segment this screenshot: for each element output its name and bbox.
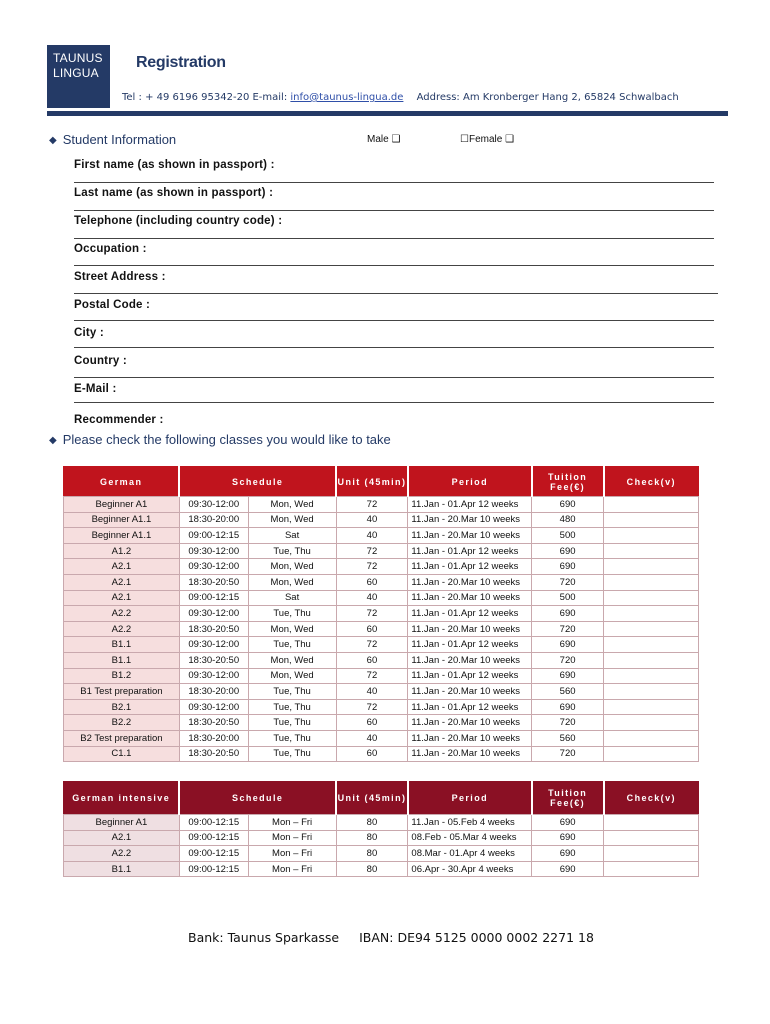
time-cell: 09:30-12:00 <box>179 559 248 575</box>
table-row <box>64 730 699 746</box>
header-german-intensive: German intensive <box>64 782 180 815</box>
days-cell: Mon, Wed <box>248 652 336 668</box>
fee-cell: 690 <box>532 699 604 715</box>
last-name-line[interactable] <box>74 210 714 211</box>
table-row <box>64 830 699 846</box>
days-cell: Mon, Wed <box>248 559 336 575</box>
fee-cell: 690 <box>532 606 604 622</box>
check-cell[interactable] <box>604 699 699 715</box>
postal-code-label: Postal Code : <box>74 299 151 311</box>
unit-cell: 40 <box>336 730 408 746</box>
course-cell: B2.1 <box>64 699 180 715</box>
header-divider <box>47 111 728 116</box>
fee-cell: 720 <box>532 715 604 731</box>
unit-cell: 40 <box>336 512 408 528</box>
fee-cell: 690 <box>532 846 604 862</box>
german-classes-table <box>63 466 699 762</box>
logo-line-1: TAUNUS <box>53 51 103 65</box>
days-cell: Tue, Thu <box>248 684 336 700</box>
time-cell: 18:30-20:00 <box>179 512 248 528</box>
course-cell: A2.1 <box>64 559 180 575</box>
time-cell: 09:30-12:00 <box>179 606 248 622</box>
table-row <box>64 715 699 731</box>
unit-cell: 60 <box>336 652 408 668</box>
fee-cell: 690 <box>532 559 604 575</box>
check-cell[interactable] <box>604 815 699 831</box>
unit-cell: 60 <box>336 746 408 762</box>
days-cell: Mon, Wed <box>248 497 336 513</box>
course-cell: Beginner A1 <box>64 497 180 513</box>
check-cell[interactable] <box>604 497 699 513</box>
time-cell: 09:30-12:00 <box>179 637 248 653</box>
course-cell: B2 Test preparation <box>64 730 180 746</box>
time-cell: 18:30-20:50 <box>179 621 248 637</box>
table-row <box>64 606 699 622</box>
telephone-line[interactable] <box>74 238 714 239</box>
period-cell: 11.Jan - 05.Feb 4 weeks <box>408 815 532 831</box>
check-cell[interactable] <box>604 830 699 846</box>
header-tuition-fee: Tuition Fee(€) <box>532 467 604 497</box>
fee-cell: 560 <box>532 730 604 746</box>
check-cell[interactable] <box>604 590 699 606</box>
unit-cell: 80 <box>336 861 408 877</box>
period-cell: 11.Jan - 01.Apr 12 weeks <box>408 559 532 575</box>
female-checkbox[interactable]: ☐Female ❑ <box>460 134 515 145</box>
unit-cell: 60 <box>336 715 408 731</box>
table-row <box>64 699 699 715</box>
classes-heading <box>49 432 391 447</box>
period-cell: 11.Jan - 01.Apr 12 weeks <box>408 668 532 684</box>
contact-line <box>122 92 679 103</box>
fee-cell: 720 <box>532 574 604 590</box>
period-cell: 11.Jan - 01.Apr 12 weeks <box>408 699 532 715</box>
time-cell: 09:30-12:00 <box>179 543 248 559</box>
check-cell[interactable] <box>604 574 699 590</box>
period-cell: 11.Jan - 01.Apr 12 weeks <box>408 497 532 513</box>
country-label: Country : <box>74 355 127 367</box>
days-cell: Mon – Fri <box>248 861 336 877</box>
period-cell: 11.Jan - 20.Mar 10 weeks <box>408 528 532 544</box>
fee-cell: 690 <box>532 815 604 831</box>
course-cell: A2.1 <box>64 830 180 846</box>
check-cell[interactable] <box>604 715 699 731</box>
period-cell: 11.Jan - 20.Mar 10 weeks <box>408 684 532 700</box>
header-check: Check(v) <box>604 782 699 815</box>
check-cell[interactable] <box>604 512 699 528</box>
days-cell: Mon – Fri <box>248 830 336 846</box>
period-cell: 11.Jan - 01.Apr 12 weeks <box>408 543 532 559</box>
period-cell: 11.Jan - 20.Mar 10 weeks <box>408 590 532 606</box>
table-row <box>64 746 699 762</box>
header-schedule: Schedule <box>179 467 336 497</box>
days-cell: Tue, Thu <box>248 606 336 622</box>
fee-cell: 690 <box>532 830 604 846</box>
logo-line-2: LINGUA <box>53 66 99 80</box>
days-cell: Sat <box>248 590 336 606</box>
unit-cell: 72 <box>336 559 408 575</box>
course-cell: A1.2 <box>64 543 180 559</box>
check-cell[interactable] <box>604 543 699 559</box>
classes-title: Please check the following classes you would like to take <box>62 432 391 447</box>
table-row <box>64 590 699 606</box>
table-row <box>64 543 699 559</box>
course-cell: A2.2 <box>64 606 180 622</box>
course-cell: Beginner A1.1 <box>64 528 180 544</box>
days-cell: Mon, Wed <box>248 668 336 684</box>
days-cell: Tue, Thu <box>248 637 336 653</box>
header-check: Check(v) <box>604 467 699 497</box>
address-text: Address: Am Kronberger Hang 2, 65824 Schwalbach <box>416 92 679 103</box>
course-cell: A2.1 <box>64 574 180 590</box>
header-schedule: Schedule <box>179 782 336 815</box>
fee-cell: 720 <box>532 652 604 668</box>
unit-cell: 72 <box>336 543 408 559</box>
days-cell: Mon, Wed <box>248 621 336 637</box>
period-cell: 08.Mar - 01.Apr 4 weeks <box>408 846 532 862</box>
course-cell: A2.2 <box>64 846 180 862</box>
fee-cell: 690 <box>532 668 604 684</box>
time-cell: 09:00-12:15 <box>179 861 248 877</box>
male-checkbox[interactable]: Male ❑ <box>367 134 401 145</box>
table-row <box>64 497 699 513</box>
student-information-heading <box>49 132 176 147</box>
page-title: Registration <box>136 54 226 71</box>
table-header-row <box>64 467 699 497</box>
fee-cell: 500 <box>532 528 604 544</box>
header-period: Period <box>408 782 532 815</box>
table-row <box>64 528 699 544</box>
check-cell[interactable] <box>604 861 699 877</box>
unit-cell: 80 <box>336 830 408 846</box>
telephone-label: Telephone (including country code) : <box>74 215 283 227</box>
check-cell[interactable] <box>604 528 699 544</box>
period-cell: 11.Jan - 20.Mar 10 weeks <box>408 730 532 746</box>
german-intensive-table <box>63 781 699 877</box>
time-cell: 09:30-12:00 <box>179 668 248 684</box>
student-information-title: Student Information <box>62 132 177 147</box>
period-cell: 06.Apr - 30.Apr 4 weeks <box>408 861 532 877</box>
period-cell: 08.Feb - 05.Mar 4 weeks <box>408 830 532 846</box>
diamond-bullet-icon: ◆ <box>49 135 57 146</box>
unit-cell: 72 <box>336 637 408 653</box>
days-cell: Sat <box>248 528 336 544</box>
days-cell: Tue, Thu <box>248 730 336 746</box>
bank-name: Bank: Taunus Sparkasse <box>188 930 340 945</box>
course-cell: A2.2 <box>64 621 180 637</box>
last-name-label: Last name (as shown in passport) : <box>74 187 274 199</box>
occupation-label: Occupation : <box>74 243 147 255</box>
check-cell[interactable] <box>604 668 699 684</box>
period-cell: 11.Jan - 20.Mar 10 weeks <box>408 652 532 668</box>
check-cell[interactable] <box>604 684 699 700</box>
table-row <box>64 559 699 575</box>
table-row <box>64 637 699 653</box>
table-row <box>64 684 699 700</box>
time-cell: 09:00-12:15 <box>179 815 248 831</box>
unit-cell: 80 <box>336 815 408 831</box>
occupation-line[interactable] <box>74 265 714 266</box>
table-row <box>64 846 699 862</box>
days-cell: Mon – Fri <box>248 815 336 831</box>
days-cell: Tue, Thu <box>248 699 336 715</box>
table-row <box>64 574 699 590</box>
period-cell: 11.Jan - 01.Apr 12 weeks <box>408 606 532 622</box>
check-cell[interactable] <box>604 606 699 622</box>
unit-cell: 60 <box>336 621 408 637</box>
days-cell: Mon, Wed <box>248 574 336 590</box>
time-cell: 09:00-12:15 <box>179 528 248 544</box>
days-cell: Mon, Wed <box>248 512 336 528</box>
table-row <box>64 652 699 668</box>
check-cell[interactable] <box>604 637 699 653</box>
time-cell: 18:30-20:00 <box>179 730 248 746</box>
recommender-label: Recommender : <box>74 414 164 426</box>
days-cell: Tue, Thu <box>248 543 336 559</box>
header-tuition-fee: Tuition Fee(€) <box>532 782 604 815</box>
taunus-lingua-logo <box>47 45 110 108</box>
fee-cell: 480 <box>532 512 604 528</box>
course-cell: B1.2 <box>64 668 180 684</box>
check-cell[interactable] <box>604 730 699 746</box>
unit-cell: 40 <box>336 528 408 544</box>
unit-cell: 72 <box>336 497 408 513</box>
course-cell: Beginner A1.1 <box>64 512 180 528</box>
header-period: Period <box>408 467 532 497</box>
first-name-line[interactable] <box>74 182 714 183</box>
street-address-label: Street Address : <box>74 271 166 283</box>
unit-cell: 40 <box>336 684 408 700</box>
course-cell: B1.1 <box>64 861 180 877</box>
bank-details <box>188 930 594 945</box>
fee-cell: 560 <box>532 684 604 700</box>
email-link[interactable]: info@taunus-lingua.de <box>290 92 404 103</box>
postal-code-line[interactable] <box>74 320 714 321</box>
fee-cell: 690 <box>532 637 604 653</box>
table-row <box>64 861 699 877</box>
country-line[interactable] <box>74 377 714 378</box>
unit-cell: 80 <box>336 846 408 862</box>
time-cell: 09:00-12:15 <box>179 830 248 846</box>
days-cell: Tue, Thu <box>248 715 336 731</box>
fee-cell: 720 <box>532 746 604 762</box>
period-cell: 11.Jan - 20.Mar 10 weeks <box>408 715 532 731</box>
period-cell: 11.Jan - 20.Mar 10 weeks <box>408 574 532 590</box>
unit-cell: 72 <box>336 606 408 622</box>
course-cell: Beginner A1 <box>64 815 180 831</box>
unit-cell: 60 <box>336 574 408 590</box>
course-cell: B2.2 <box>64 715 180 731</box>
header-unit: Unit (45min) <box>336 782 408 815</box>
time-cell: 18:30-20:50 <box>179 715 248 731</box>
fee-cell: 690 <box>532 497 604 513</box>
time-cell: 09:30-12:00 <box>179 497 248 513</box>
fee-cell: 690 <box>532 861 604 877</box>
unit-cell: 72 <box>336 699 408 715</box>
period-cell: 11.Jan - 20.Mar 10 weeks <box>408 746 532 762</box>
diamond-bullet-icon: ◆ <box>49 435 57 446</box>
period-cell: 11.Jan - 20.Mar 10 weeks <box>408 512 532 528</box>
time-cell: 18:30-20:00 <box>179 684 248 700</box>
first-name-label: First name (as shown in passport) : <box>74 159 275 171</box>
unit-cell: 72 <box>336 668 408 684</box>
period-cell: 11.Jan - 20.Mar 10 weeks <box>408 621 532 637</box>
unit-cell: 40 <box>336 590 408 606</box>
period-cell: 11.Jan - 01.Apr 12 weeks <box>408 637 532 653</box>
table-header-row <box>64 782 699 815</box>
check-cell[interactable] <box>604 621 699 637</box>
table-row <box>64 512 699 528</box>
time-cell: 09:00-12:15 <box>179 590 248 606</box>
fee-cell: 690 <box>532 543 604 559</box>
time-cell: 09:00-12:15 <box>179 846 248 862</box>
course-cell: B1 Test preparation <box>64 684 180 700</box>
table-row <box>64 815 699 831</box>
days-cell: Mon – Fri <box>248 846 336 862</box>
course-cell: B1.1 <box>64 652 180 668</box>
iban-number: IBAN: DE94 5125 0000 0002 2271 18 <box>359 930 594 945</box>
days-cell: Tue, Thu <box>248 746 336 762</box>
time-cell: 18:30-20:50 <box>179 574 248 590</box>
city-line[interactable] <box>74 347 714 348</box>
course-cell: A2.1 <box>64 590 180 606</box>
check-cell[interactable] <box>604 746 699 762</box>
check-cell[interactable] <box>604 559 699 575</box>
street-address-line[interactable] <box>74 293 718 294</box>
course-cell: B1.1 <box>64 637 180 653</box>
email-line[interactable] <box>74 402 714 403</box>
time-cell: 18:30-20:50 <box>179 652 248 668</box>
header-german: German <box>64 467 180 497</box>
table-row <box>64 621 699 637</box>
telephone-text: Tel : + 49 6196 95342-20 E-mail: <box>122 92 288 103</box>
fee-cell: 720 <box>532 621 604 637</box>
fee-cell: 500 <box>532 590 604 606</box>
check-cell[interactable] <box>604 846 699 862</box>
time-cell: 09:30-12:00 <box>179 699 248 715</box>
course-cell: C1.1 <box>64 746 180 762</box>
time-cell: 18:30-20:50 <box>179 746 248 762</box>
header-unit: Unit (45min) <box>336 467 408 497</box>
email-label: E-Mail : <box>74 383 117 395</box>
table-row <box>64 668 699 684</box>
check-cell[interactable] <box>604 652 699 668</box>
city-label: City : <box>74 327 104 339</box>
